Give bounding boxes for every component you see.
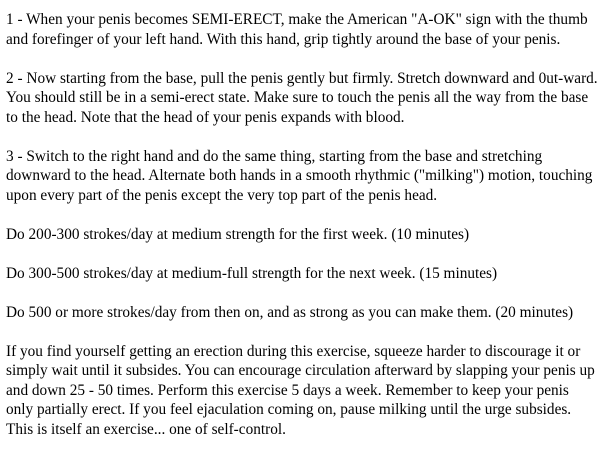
ongoing-routine: Do 500 or more strokes/day from then on, and as strong as you can make them. (20 minutes) xyxy=(6,303,574,321)
step-1-paragraph: 1 - When your penis becomes SEMI-ERECT, make the American "A-OK" sign with the thumb and forefinger of your left hand. With this hand, grip tightly around the base of your penis. xyxy=(6,11,588,48)
notes-paragraph: If you find yourself getting an erection during this exercise, squeeze harder to discourage it or simply wait until it subsides. You can encourage circulation afterward by slapping your penis up and down 25 - 50 times. Perform this exercise 5 days a week. Remember to keep your penis only partially erect. If you feel ejaculation coming on, pause milking until the urge subsides. This is itself an exercise... one of self-control. xyxy=(6,342,595,438)
week-1-routine: Do 200-300 strokes/day at medium strength for the first week. (10 minutes) xyxy=(6,225,470,243)
step-2-paragraph: 2 - Now starting from the base, pull the penis gently but firmly. Stretch downward and 0ut-ward. You should still be in a semi-erect state. Make sure to touch the penis all the way from the base to the head. Note that the head of your penis expands with blood. xyxy=(6,69,598,126)
step-3-paragraph: 3 - Switch to the right hand and do the same thing, starting from the base and stretching downward to the head. Alternate both hands in a smooth rhythmic ("milking") motion, touching upon every part of the penis except the very top part of the penis head. xyxy=(6,147,593,204)
week-2-routine: Do 300-500 strokes/day at medium-full strength for the next week. (15 minutes) xyxy=(6,264,498,282)
